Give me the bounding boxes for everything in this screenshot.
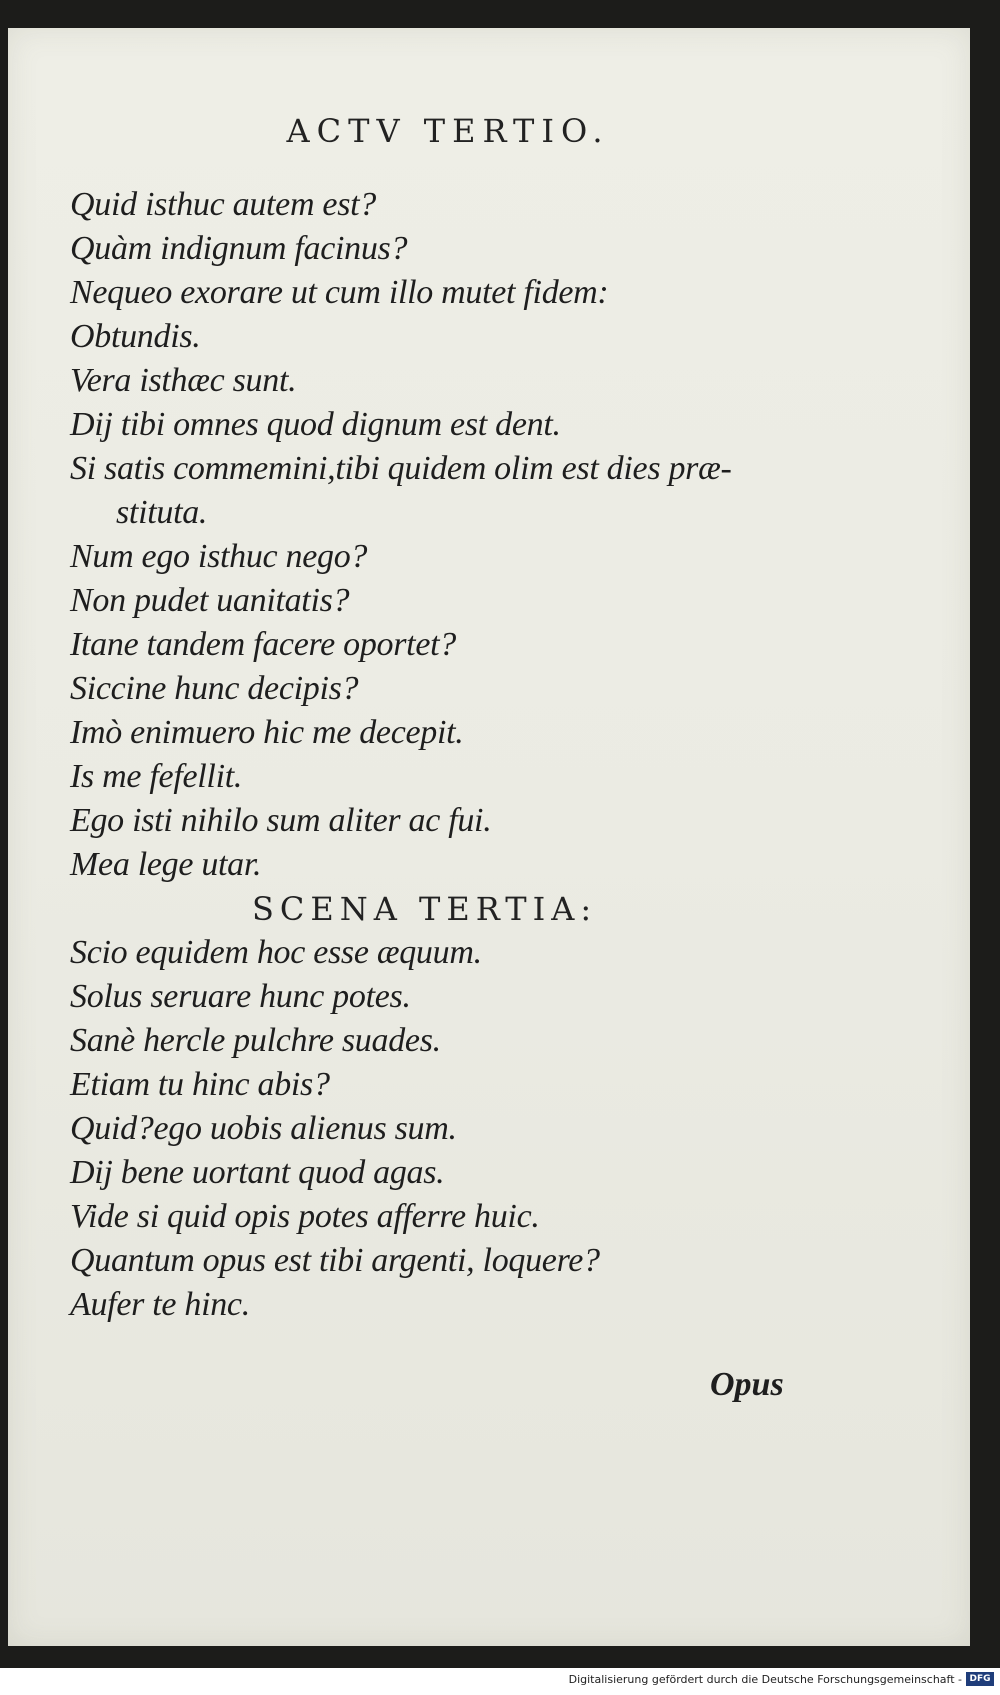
text-line: Dij tibi omnes quod dignum est dent. <box>70 406 561 443</box>
text-line: Imò enimuero hic me decepit. <box>70 714 464 751</box>
text-line: Si satis commemini,tibi quidem olim est dies præ- <box>70 450 732 487</box>
text-line: stituta. <box>116 494 208 531</box>
book-page <box>8 28 970 1646</box>
text-line: Dij bene uortant quod agas. <box>70 1154 445 1191</box>
text-line: Vide si quid opis potes afferre huic. <box>70 1198 540 1235</box>
text-line: Quàm indignum facinus? <box>70 230 408 267</box>
footer-credit: Digitalisierung gefördert durch die Deutsche Forschungsgemeinschaft - <box>568 1673 962 1686</box>
text-line: Nequeo exorare ut cum illo mutet fidem: <box>70 274 609 311</box>
catchword: Opus <box>710 1366 784 1403</box>
text-line: Quid?ego uobis alienus sum. <box>70 1110 457 1147</box>
text-line: Itane tandem facere oportet? <box>70 626 456 663</box>
text-line: Quantum opus est tibi argenti, loquere? <box>70 1242 600 1279</box>
text-line: Quid isthuc autem est? <box>70 186 376 223</box>
text-line: Etiam tu hinc abis? <box>70 1066 330 1103</box>
text-line: Solus seruare hunc potes. <box>70 978 411 1015</box>
text-line: Is me fefellit. <box>70 758 243 795</box>
text-line: Non pudet uanitatis? <box>70 582 350 619</box>
text-line: Num ego isthuc nego? <box>70 538 368 575</box>
text-line: Mea lege utar. <box>70 846 262 883</box>
running-header: ACTV TERTIO. <box>286 112 610 150</box>
scene-heading: SCENA TERTIA: <box>252 890 598 928</box>
text-line: Obtundis. <box>70 318 201 355</box>
footer-bar <box>0 1668 1000 1695</box>
text-line: Sanè hercle pulchre suades. <box>70 1022 441 1059</box>
text-line: Scio equidem hoc esse æquum. <box>70 934 482 971</box>
text-line: Vera isthæc sunt. <box>70 362 297 399</box>
text-line: Ego isti nihilo sum aliter ac fui. <box>70 802 492 839</box>
dfg-logo-icon: DFG <box>966 1672 994 1686</box>
text-line: Siccine hunc decipis? <box>70 670 359 707</box>
text-line: Aufer te hinc. <box>70 1286 250 1323</box>
